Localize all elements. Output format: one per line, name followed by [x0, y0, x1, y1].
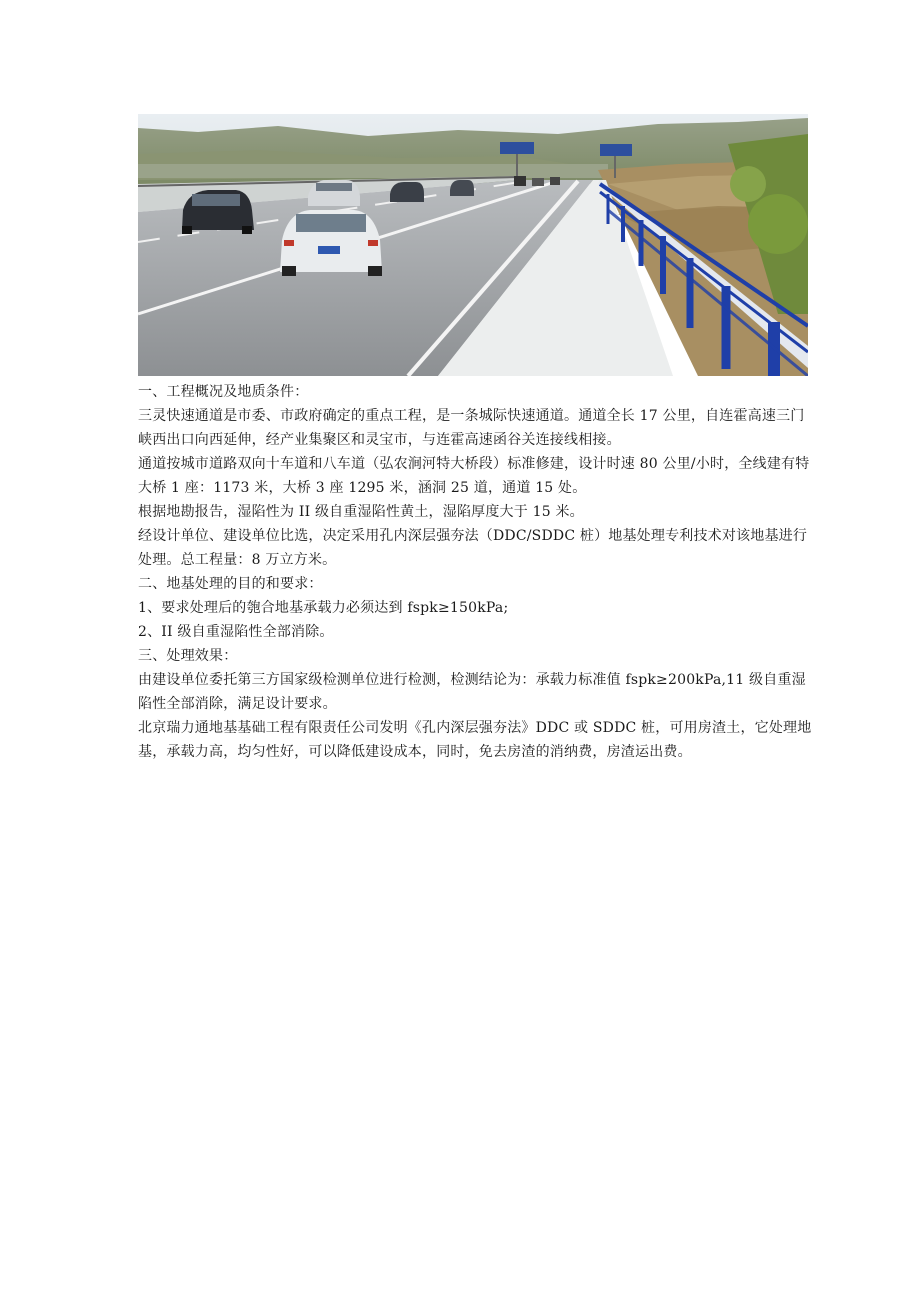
paragraph-road-standard: 通道按城市道路双向十车道和八车道（弘农涧河特大桥段）标准修建，设计时速 80 公里/小时，全线建有特大桥 1 座：1173 米，大桥 3 座 1295 米，涵洞 25 道，通道 15 处。	[138, 456, 810, 496]
paragraph-survey-report: 根据地勘报告，湿陷性为 II 级自重湿陷性黄土，湿陷厚度大于 15 米。	[138, 504, 584, 520]
requirement-item-2: 2、II 级自重湿陷性全部消除。	[138, 624, 334, 640]
car-silver	[308, 180, 360, 206]
requirement-item-1: 1、要求处理后的匏合地基承载力必须达到 fspk≥150kPa;	[138, 600, 509, 616]
paragraph-company-statement: 北京瑞力通地基基础工程有限责任公司发明《孔内深层强夯法》DDC 或 SDDC 桩，可用房渣土，它处理地基，承载力高，均匀性好，可以降低建设成本，同时，免去房渣的消纳费，房渣运出费。	[138, 720, 812, 760]
paragraph-test-results: 由建设单位委托第三方国家级检测单位进行检测，检测结论为：承载力标准值 fspk≥200kPa,11 级自重湿陷性全部消除，满足设计要求。	[138, 672, 806, 712]
paragraph-treatment-method: 经设计单位、建设单位比选，决定采用孔内深层强夯法（DDC/SDDC 桩）地基处理专利技术对该地基进行处理。总工程量：8 万立方米。	[138, 528, 808, 568]
section-heading-requirements: 二、地基处理的目的和要求：	[138, 576, 323, 592]
paragraph-project-intro: 三灵快速通道是市委、市政府确定的重点工程，是一条城际快速通道。通道全长 17 公里，自连霍高速三门峡西出口向西延伸，经产业集聚区和灵宝市，与连霍高速函谷关连接线相接。	[138, 408, 805, 448]
document-body	[138, 380, 818, 764]
section-heading-results: 三、处理效果：	[138, 648, 238, 664]
car-white	[280, 210, 382, 276]
car-dark	[182, 190, 254, 234]
section-heading-overview: 一、工程概况及地质条件：	[138, 384, 309, 400]
highway-bridge-photo	[138, 114, 808, 376]
